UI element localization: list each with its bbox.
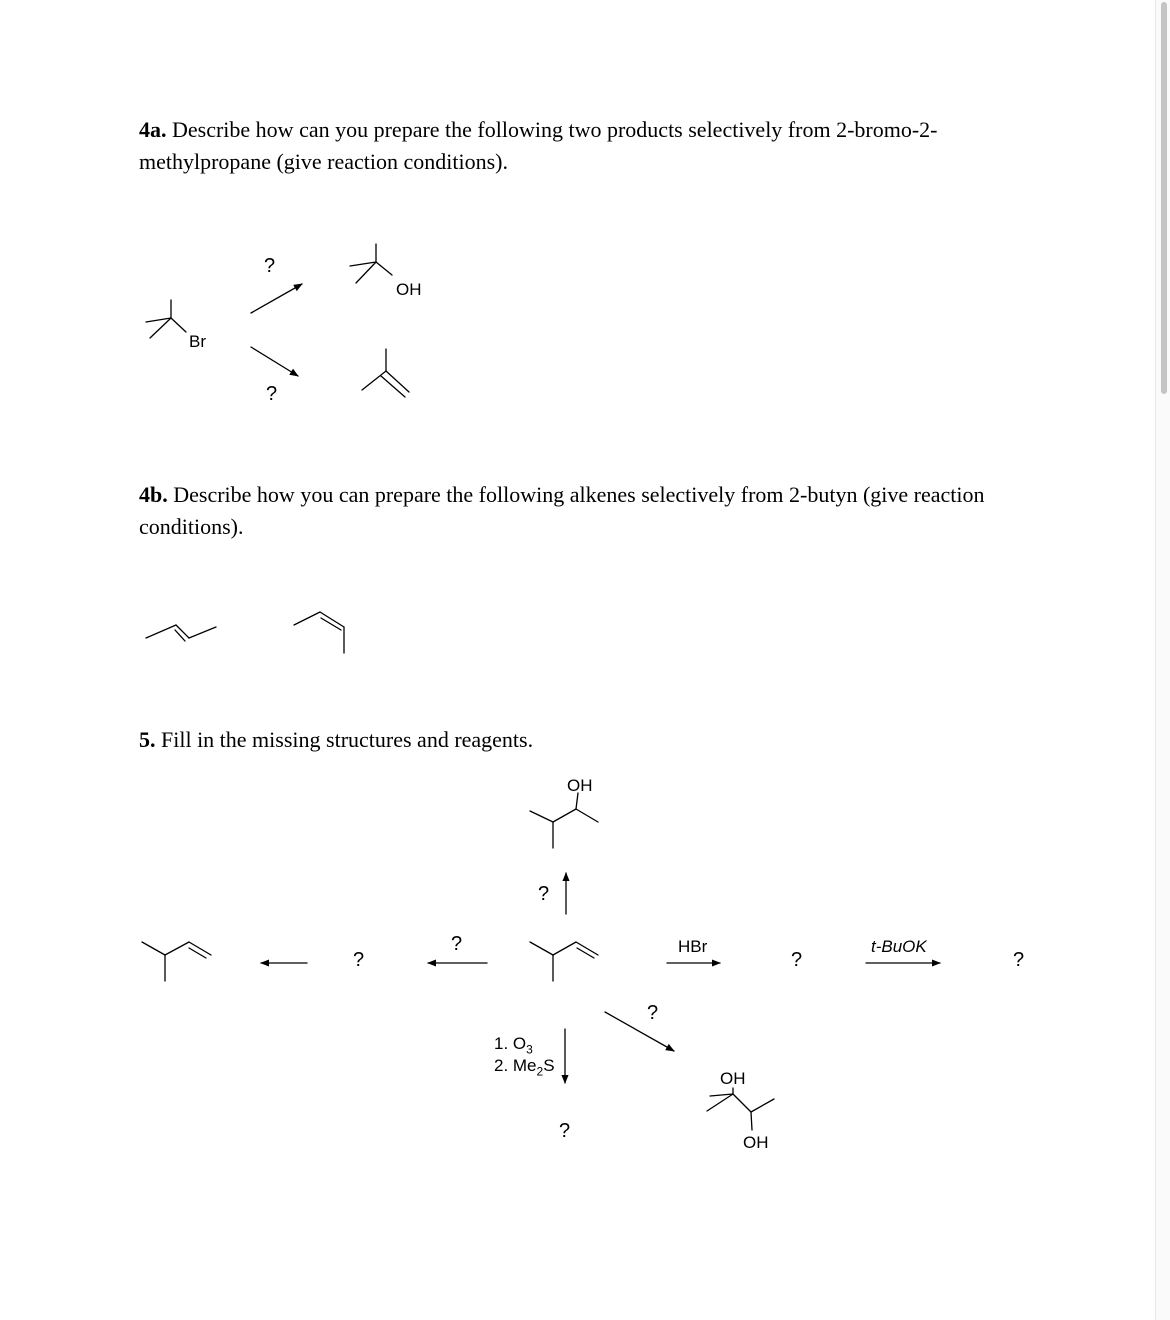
alkene-structure-left — [142, 942, 211, 981]
ozonolysis-step-2 — [494, 1057, 555, 1077]
question-4b-number: 4b. — [139, 482, 168, 507]
ozonolysis-step-1 — [494, 1035, 533, 1055]
tert-butanol-structure — [350, 244, 392, 283]
unknown-product-after-tbuok: ? — [1013, 949, 1025, 971]
dimethylsulfide-subscript: 2 — [536, 1064, 544, 1079]
ozonolysis-step-2-text: 2. Me — [494, 1056, 537, 1075]
reaction-arrow-4a-bottom — [251, 347, 298, 376]
bromo-methylpropane-structure — [146, 300, 186, 338]
cis-2-butene-structure — [294, 612, 344, 653]
question-5-text: Fill in the missing structures and reagents. — [155, 727, 534, 752]
unknown-reagent-up: ? — [538, 883, 550, 905]
question-5-number: 5. — [139, 727, 156, 752]
unknown-reagent-4a-bottom: ? — [266, 383, 278, 405]
ozonolysis-step-2-end: S — [543, 1056, 555, 1075]
alcohol-structure-top — [530, 793, 598, 848]
diol-hydroxyl-bottom: OH — [743, 1133, 769, 1152]
bromine-label: Br — [189, 332, 206, 351]
reaction-arrow-diagonal — [605, 1012, 674, 1051]
hydroxyl-label-4a: OH — [396, 280, 422, 299]
diol-structure — [707, 1088, 774, 1130]
tbuok-reagent-text: t-BuOK — [871, 937, 927, 956]
question-4b-text: Describe how you can prepare the following alkenes selectively from 2-butyn (give reaction conditions). — [139, 482, 985, 539]
unknown-product-after-hbr: ? — [791, 949, 803, 971]
unknown-reagent-left-2: ? — [451, 933, 463, 955]
unknown-reagent-left-1: ? — [353, 949, 365, 971]
ozone-subscript: 3 — [526, 1042, 533, 1057]
question-4a-number: 4a. — [139, 117, 167, 142]
alkene-structure-center — [530, 942, 598, 981]
reaction-arrow-4a-top — [251, 284, 302, 313]
question-4a-text: Describe how can you prepare the following two products selectively from 2-bromo-2-methylpropane (give reaction conditions). — [139, 117, 938, 174]
isobutylene-structure — [362, 349, 409, 397]
ozonolysis-step-1-text: 1. O — [494, 1034, 527, 1053]
unknown-product-ozonolysis: ? — [559, 1120, 571, 1142]
unknown-reagent-diagonal: ? — [647, 1002, 659, 1024]
trans-2-butene-structure — [146, 625, 216, 641]
hydroxyl-label-top: OH — [567, 776, 593, 795]
vertical-scrollbar[interactable] — [1155, 0, 1170, 1320]
diol-hydroxyl-top: OH — [720, 1069, 746, 1088]
unknown-reagent-4a-top: ? — [264, 255, 276, 277]
scrollbar-thumb[interactable] — [1161, 2, 1167, 394]
tbuok-reagent-label — [871, 938, 927, 955]
hbr-reagent-label: HBr — [678, 937, 708, 956]
